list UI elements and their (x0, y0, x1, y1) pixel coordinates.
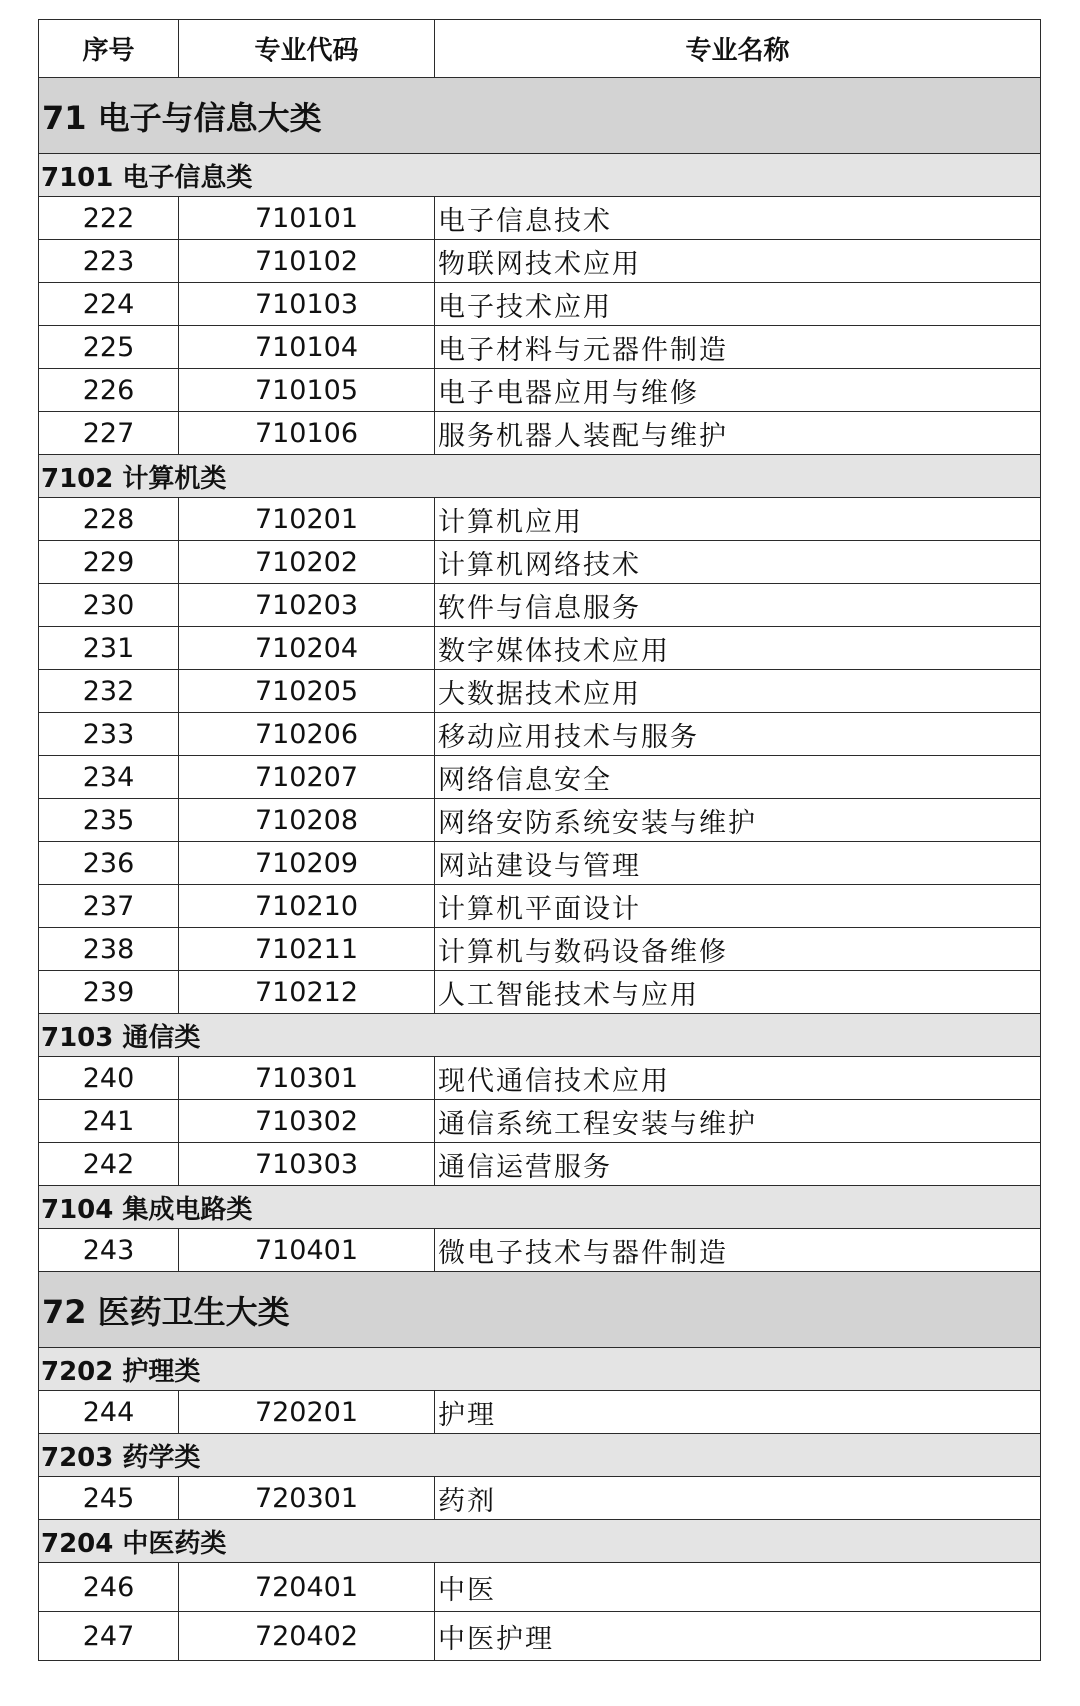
table-row (39, 713, 1041, 756)
table-row (39, 1563, 1041, 1612)
row-code: 710203 (179, 584, 435, 627)
table-header-row (39, 20, 1041, 78)
row-name: 计算机应用 (435, 498, 1041, 541)
major-catalog-table (38, 19, 1041, 1661)
row-name: 大数据技术应用 (435, 670, 1041, 713)
table-row (39, 1477, 1041, 1520)
row-seq: 225 (39, 326, 179, 369)
row-name: 软件与信息服务 (435, 584, 1041, 627)
table-row (39, 283, 1041, 326)
subcategory-row (39, 1348, 1041, 1391)
row-seq: 223 (39, 240, 179, 283)
table-body (39, 78, 1041, 1661)
subcategory-title: 7202 护理类 (39, 1348, 1041, 1391)
row-code: 710103 (179, 283, 435, 326)
row-seq: 235 (39, 799, 179, 842)
row-code: 710212 (179, 971, 435, 1014)
row-code: 710106 (179, 412, 435, 455)
row-code: 710207 (179, 756, 435, 799)
table-row (39, 842, 1041, 885)
row-code: 710104 (179, 326, 435, 369)
table-row (39, 1100, 1041, 1143)
subcategory-title: 7104 集成电路类 (39, 1186, 1041, 1229)
row-code: 710401 (179, 1229, 435, 1272)
row-seq: 230 (39, 584, 179, 627)
table-row (39, 928, 1041, 971)
row-name: 电子材料与元器件制造 (435, 326, 1041, 369)
table-row (39, 369, 1041, 412)
row-seq: 240 (39, 1057, 179, 1100)
row-seq: 242 (39, 1143, 179, 1186)
row-name: 中医护理 (435, 1612, 1041, 1661)
row-name: 计算机网络技术 (435, 541, 1041, 584)
row-name: 物联网技术应用 (435, 240, 1041, 283)
row-name: 网络信息安全 (435, 756, 1041, 799)
subcategory-title: 7103 通信类 (39, 1014, 1041, 1057)
row-seq: 236 (39, 842, 179, 885)
table-row (39, 326, 1041, 369)
subcategory-title: 7102 计算机类 (39, 455, 1041, 498)
row-name: 计算机平面设计 (435, 885, 1041, 928)
row-seq: 246 (39, 1563, 179, 1612)
row-name: 数字媒体技术应用 (435, 627, 1041, 670)
row-name: 移动应用技术与服务 (435, 713, 1041, 756)
row-code: 710206 (179, 713, 435, 756)
table-row (39, 584, 1041, 627)
subcategory-row (39, 154, 1041, 197)
row-name: 现代通信技术应用 (435, 1057, 1041, 1100)
row-name: 通信系统工程安装与维护 (435, 1100, 1041, 1143)
category-title: 72 医药卫生大类 (39, 1272, 1041, 1348)
subcategory-title: 7101 电子信息类 (39, 154, 1041, 197)
row-seq: 232 (39, 670, 179, 713)
row-seq: 237 (39, 885, 179, 928)
row-code: 710101 (179, 197, 435, 240)
subcategory-row (39, 1014, 1041, 1057)
table-row (39, 412, 1041, 455)
row-seq: 224 (39, 283, 179, 326)
row-seq: 238 (39, 928, 179, 971)
table-row (39, 541, 1041, 584)
row-code: 710211 (179, 928, 435, 971)
table-row (39, 240, 1041, 283)
header-code: 专业代码 (179, 20, 435, 78)
row-seq: 233 (39, 713, 179, 756)
row-seq: 241 (39, 1100, 179, 1143)
category-row (39, 1272, 1041, 1348)
table-row (39, 197, 1041, 240)
table-row (39, 756, 1041, 799)
category-title: 71 电子与信息大类 (39, 78, 1041, 154)
subcategory-row (39, 455, 1041, 498)
category-row (39, 78, 1041, 154)
row-name: 计算机与数码设备维修 (435, 928, 1041, 971)
row-name: 电子技术应用 (435, 283, 1041, 326)
row-seq: 228 (39, 498, 179, 541)
row-seq: 247 (39, 1612, 179, 1661)
row-code: 710105 (179, 369, 435, 412)
row-code: 710102 (179, 240, 435, 283)
row-name: 中医 (435, 1563, 1041, 1612)
subcategory-row (39, 1520, 1041, 1563)
table-row (39, 799, 1041, 842)
page (38, 19, 1040, 1661)
row-name: 微电子技术与器件制造 (435, 1229, 1041, 1272)
table-row (39, 1229, 1041, 1272)
row-code: 720402 (179, 1612, 435, 1661)
subcategory-title: 7203 药学类 (39, 1434, 1041, 1477)
row-code: 720201 (179, 1391, 435, 1434)
row-code: 720401 (179, 1563, 435, 1612)
subcategory-title: 7204 中医药类 (39, 1520, 1041, 1563)
row-code: 710208 (179, 799, 435, 842)
row-code: 710209 (179, 842, 435, 885)
row-code: 710302 (179, 1100, 435, 1143)
row-seq: 245 (39, 1477, 179, 1520)
subcategory-row (39, 1186, 1041, 1229)
row-name: 电子电器应用与维修 (435, 369, 1041, 412)
row-seq: 226 (39, 369, 179, 412)
table-row (39, 1612, 1041, 1661)
row-code: 720301 (179, 1477, 435, 1520)
table-row (39, 627, 1041, 670)
row-name: 人工智能技术与应用 (435, 971, 1041, 1014)
header-seq: 序号 (39, 20, 179, 78)
row-seq: 229 (39, 541, 179, 584)
row-seq: 222 (39, 197, 179, 240)
row-seq: 239 (39, 971, 179, 1014)
row-name: 药剂 (435, 1477, 1041, 1520)
row-name: 服务机器人装配与维护 (435, 412, 1041, 455)
table-row (39, 971, 1041, 1014)
table-row (39, 670, 1041, 713)
row-code: 710205 (179, 670, 435, 713)
row-name: 网络安防系统安装与维护 (435, 799, 1041, 842)
row-code: 710202 (179, 541, 435, 584)
table-row (39, 1143, 1041, 1186)
header-name: 专业名称 (435, 20, 1041, 78)
table-row (39, 1057, 1041, 1100)
row-code: 710301 (179, 1057, 435, 1100)
table-row (39, 498, 1041, 541)
row-seq: 234 (39, 756, 179, 799)
row-code: 710204 (179, 627, 435, 670)
row-seq: 227 (39, 412, 179, 455)
row-name: 护理 (435, 1391, 1041, 1434)
row-code: 710210 (179, 885, 435, 928)
row-seq: 243 (39, 1229, 179, 1272)
row-name: 电子信息技术 (435, 197, 1041, 240)
subcategory-row (39, 1434, 1041, 1477)
row-seq: 244 (39, 1391, 179, 1434)
row-name: 网站建设与管理 (435, 842, 1041, 885)
row-code: 710201 (179, 498, 435, 541)
table-row (39, 885, 1041, 928)
row-seq: 231 (39, 627, 179, 670)
row-code: 710303 (179, 1143, 435, 1186)
row-name: 通信运营服务 (435, 1143, 1041, 1186)
table-row (39, 1391, 1041, 1434)
